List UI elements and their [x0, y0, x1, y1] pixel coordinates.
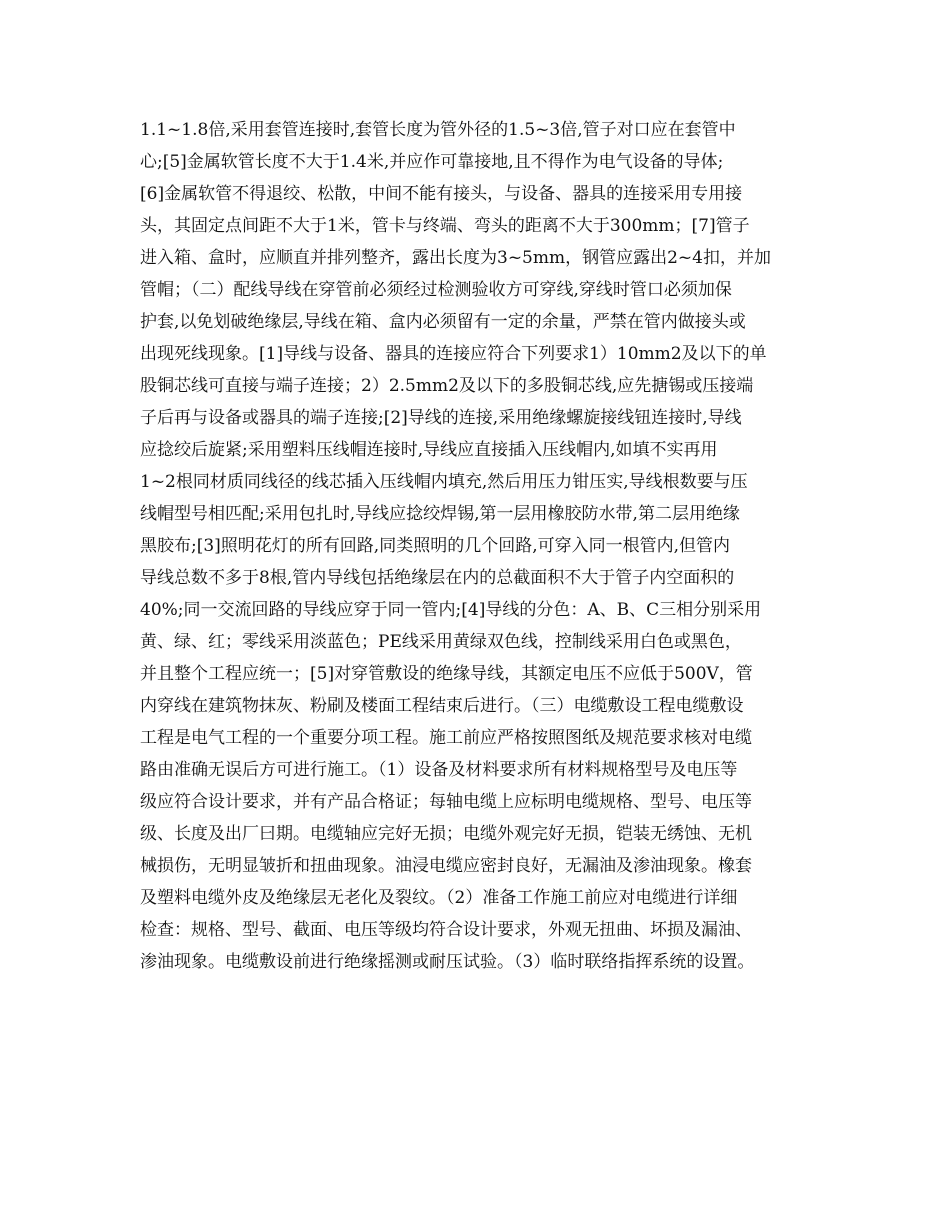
text-line: 护套,以免划破绝缘层,导线在箱、盒内必须留有一定的余量，严禁在管内做接头或 — [140, 312, 746, 332]
text-line: 工程是电气工程的一个重要分项工程。施工前应严格按照图纸及规范要求核对电缆 — [140, 728, 752, 748]
text-line: 黑胶布;[3]照明花灯的所有回路,同类照明的几个回路,可穿入同一根管内,但管内 — [140, 536, 731, 556]
text-line: 及塑料电缆外皮及绝缘层无老化及裂纹。（2）准备工作施工前应对电缆进行详细 — [140, 888, 738, 908]
text-line: 线帽型号相匹配;采用包扎时,导线应捻绞焊锡,第一层用橡胶防水带,第二层用绝缘 — [140, 504, 740, 524]
text-line: 级应符合设计要求，并有产品合格证；每轴电缆上应标明电缆规格、型号、电压等 — [140, 792, 752, 812]
text-line: 路由准确无误后方可进行施工。（1）设备及材料要求所有材料规格型号及电压等 — [140, 760, 738, 780]
text-line: 黄、绿、红；零线采用淡蓝色；PE线采用黄绿双色线，控制线采用白色或黑色， — [140, 632, 742, 652]
text-line: 检查：规格、型号、截面、电压等级均符合设计要求，外观无扭曲、坏损及漏油、 — [140, 920, 752, 940]
text-line: 头，其固定点间距不大于1米，管卡与终端、弯头的距离不大于300mm；[7]管子 — [140, 216, 750, 236]
text-line: 级、长度及出厂曰期。电缆轴应完好无损；电缆外观完好无损，铠装无绣蚀、无机 — [140, 824, 752, 844]
text-line: 并且整个工程应统一；[5]对穿管敷设的绝缘导线，其额定电压不应低于500V，管 — [140, 664, 753, 684]
text-line: 内穿线在建筑物抹灰、粉刷及楼面工程结束后进行。（三）电缆敷设工程电缆敷设 — [140, 696, 744, 716]
text-line: 管帽；（二）配线导线在穿管前必须经过检测验收方可穿线,穿线时管口必须加保 — [140, 280, 732, 300]
text-line: 进入箱、盒时，应顺直并排列整齐，露出长度为3~5mm，钢管应露出2~4扣，并加 — [140, 248, 771, 268]
text-line: 股铜芯线可直接与端子连接；2）2.5mm2及以下的多股铜芯线,应先搪锡或压接端 — [140, 376, 754, 396]
text-line: 应捻绞后旋紧;采用塑料压线帽连接时,导线应直接插入压线帽内,如填不实再用 — [140, 440, 718, 460]
text-line: 1.1~1.8倍,采用套管连接时,套管长度为管外径的1.5~3倍,管子对口应在套管中 — [140, 120, 736, 140]
body-text — [140, 114, 830, 978]
text-line: 械损伤，无明显皱折和扭曲现象。油浸电缆应密封良好，无漏油及渗油现象。橡套 — [140, 856, 752, 876]
text-line: 导线总数不多于8根,管内导线包括绝缘层在内的总截面积不大于管子内空面积的 — [140, 568, 735, 588]
text-line: 心;[5]金属软管长度不大于1.4米,并应作可靠接地,且不得作为电气设备的导体; — [140, 152, 724, 172]
text-line: 1~2根同材质同线径的线芯插入压线帽内填充,然后用压力钳压实,导线根数要与压 — [140, 472, 748, 492]
text-line: [6]金属软管不得退绞、松散，中间不能有接头，与设备、器具的连接采用专用接 — [140, 184, 743, 204]
text-line: 40%;同一交流回路的导线应穿于同一管内;[4]导线的分色：A、B、C三相分别采用 — [140, 600, 762, 620]
text-line: 出现死线现象。[1]导线与设备、器具的连接应符合下列要求1）10mm2及以下的单 — [140, 344, 767, 364]
text-line: 渗油现象。电缆敷设前进行绝缘摇测或耐压试验。（3）临时联络指挥系统的设置。 — [140, 952, 755, 972]
text-line: 子后再与设备或器具的端子连接;[2]导线的连接,采用绝缘螺旋接线钮连接时,导线 — [140, 408, 742, 428]
